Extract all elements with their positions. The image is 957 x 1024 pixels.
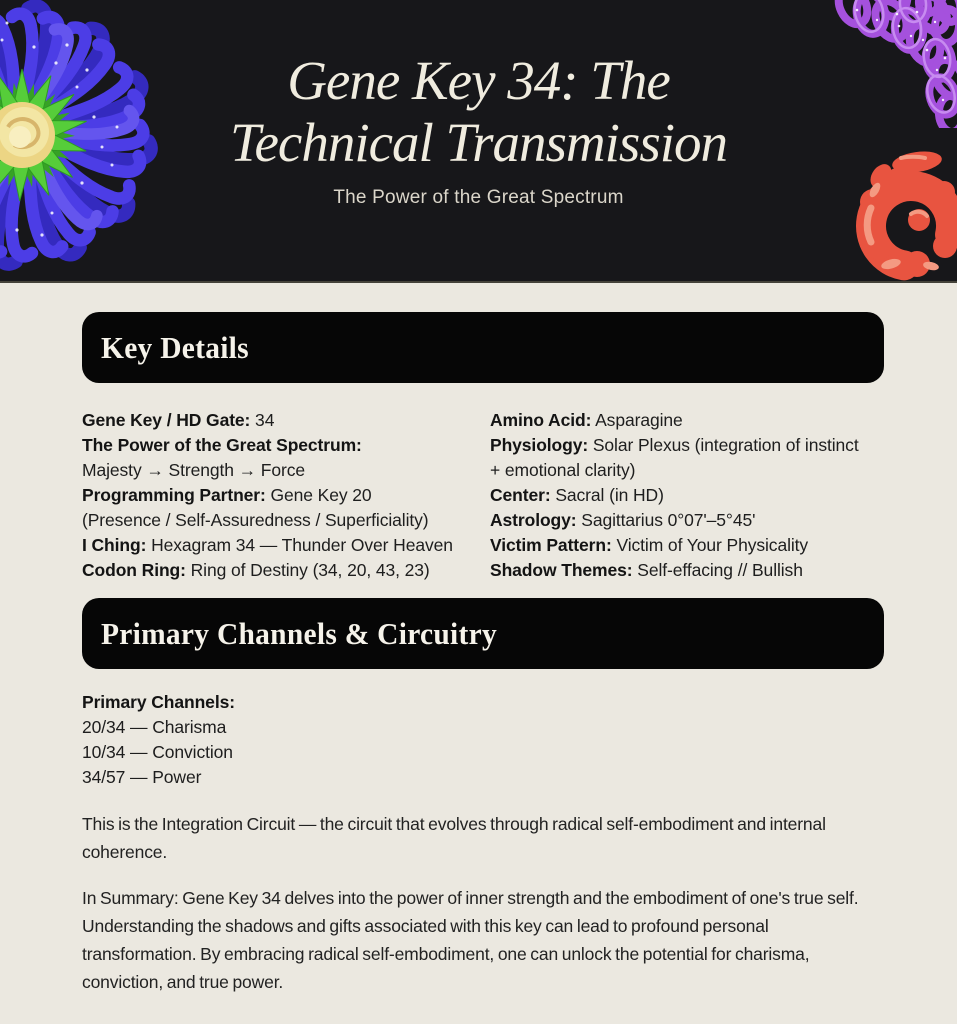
section-title-key-details: Key Details xyxy=(101,329,249,365)
detail-power-spectrum-value: Majesty → Strength → Force xyxy=(82,460,306,480)
paragraph-summary: In Summary: Gene Key 34 delves into the power of inner strength and the embodiment of one's true self. Understanding the shadows and gifts associated with this key can lead to profound personal transformation. By embracing radical self-embodiment, one can unlock the potential for charisma, conviction, and true power. xyxy=(82,888,859,992)
primary-channels-list xyxy=(82,690,884,790)
channels-heading: Primary Channels: xyxy=(82,692,235,712)
paragraph-integration-circuit: This is the Integration Circuit — the circuit that evolves through radical self-embodiment and internal coherence. xyxy=(82,814,826,862)
section-banner-key-details xyxy=(82,312,884,383)
detail-shadow-themes: Shadow Themes: Self-effacing // Bullish xyxy=(490,560,803,580)
page-subtitle: The Power of the Great Spectrum xyxy=(333,187,624,209)
detail-astrology: Astrology: Sagittarius 0°07'–5°45' xyxy=(490,510,756,530)
section-title-primary-channels: Primary Channels & Circuitry xyxy=(101,615,497,651)
channel-conviction: 10/34 — Conviction xyxy=(82,742,233,762)
page-title-line2: Technical Transmission xyxy=(229,112,728,174)
channel-charisma: 20/34 — Charisma xyxy=(82,717,227,737)
header-banner xyxy=(0,0,957,283)
key-details xyxy=(82,408,884,583)
page-title xyxy=(0,0,957,174)
detail-amino-acid: Amino Acid: Asparagine xyxy=(490,410,683,430)
key-details-left-column xyxy=(82,408,490,583)
detail-physiology-cont: + emotional clarity) xyxy=(490,460,636,480)
detail-programming-partner-cont: (Presence / Self-Assuredness / Superficiality) xyxy=(82,510,429,530)
detail-gene-key-hd-gate: Gene Key / HD Gate: 34 xyxy=(82,410,275,430)
detail-physiology: Physiology: Solar Plexus (integration of instinct xyxy=(490,435,859,455)
section-banner-primary-channels xyxy=(82,598,884,669)
detail-i-ching: I Ching: Hexagram 34 — Thunder Over Heaven xyxy=(82,535,453,555)
page-title-line1: Gene Key 34: The xyxy=(287,50,670,111)
detail-power-spectrum-label: The Power of the Great Spectrum: xyxy=(82,435,362,455)
content-area xyxy=(0,283,957,996)
detail-center: Center: Sacral (in HD) xyxy=(490,485,664,505)
detail-programming-partner: Programming Partner: Gene Key 20 xyxy=(82,485,372,505)
detail-codon-ring: Codon Ring: Ring of Destiny (34, 20, 43, 23) xyxy=(82,560,430,580)
channel-power: 34/57 — Power xyxy=(82,767,202,787)
key-details-right-column xyxy=(490,408,884,583)
detail-victim-pattern: Victim Pattern: Victim of Your Physicality xyxy=(490,535,809,555)
